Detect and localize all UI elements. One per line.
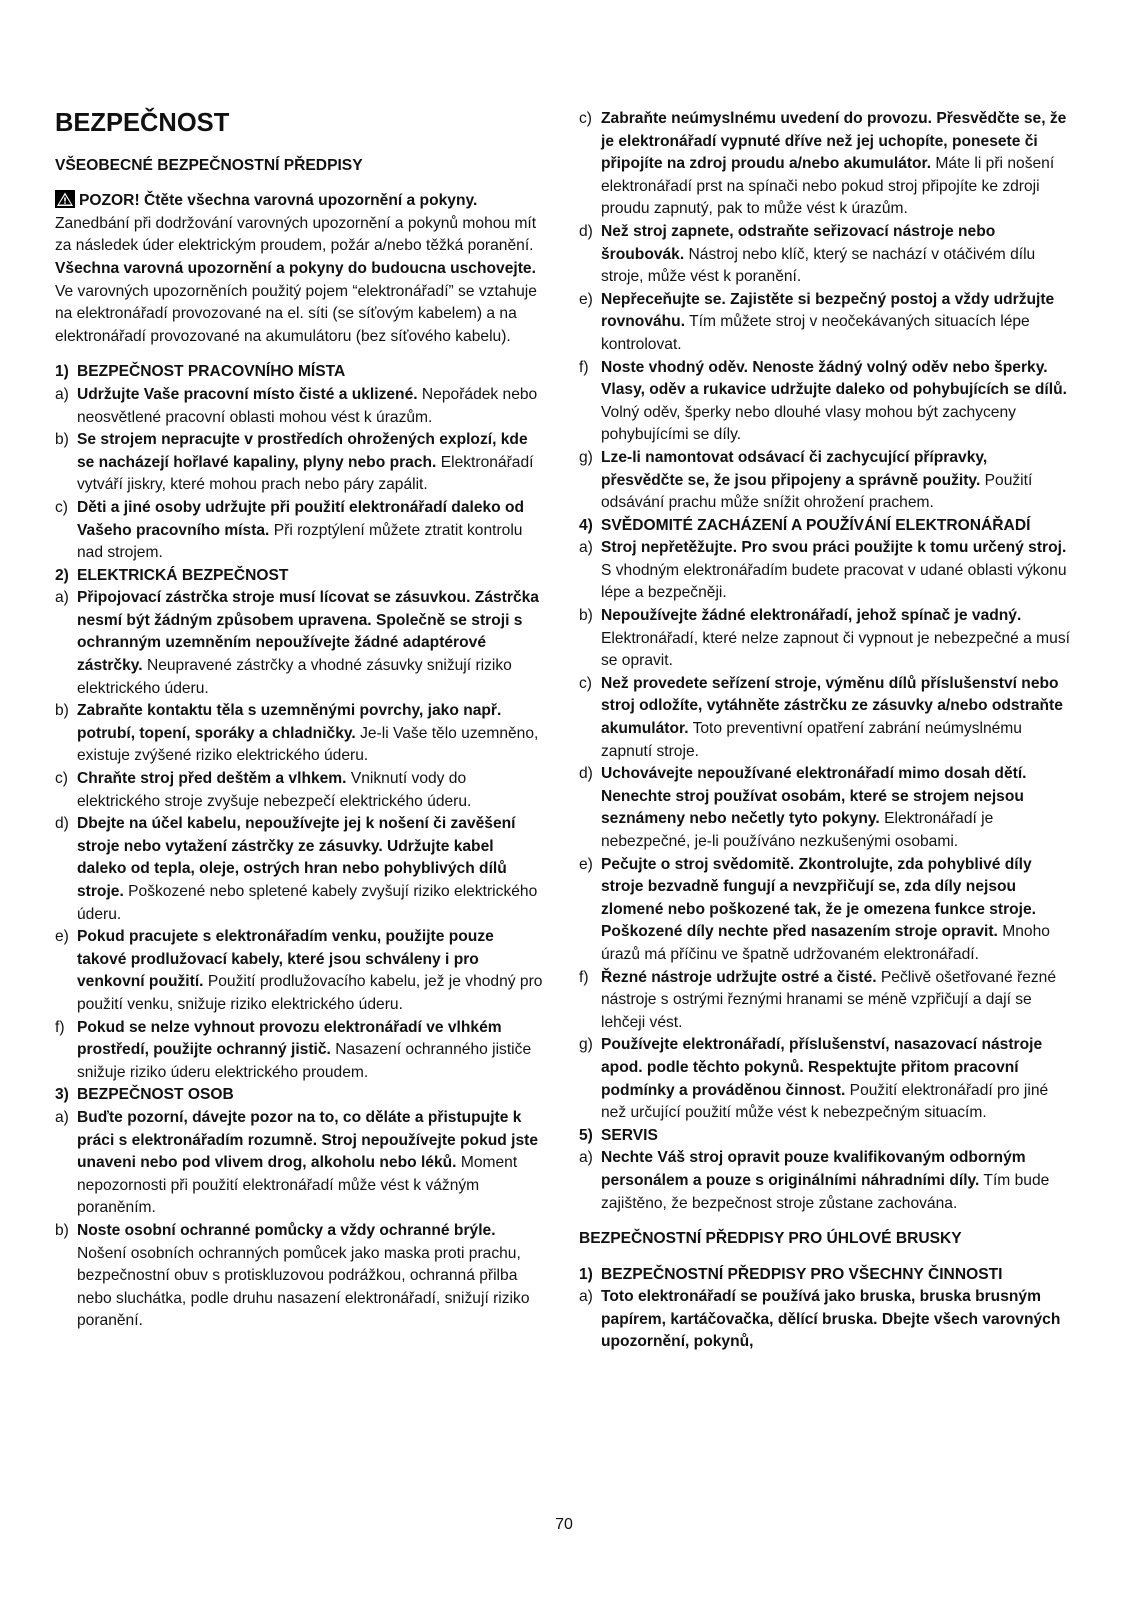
page-title: BEZPEČNOST: [55, 109, 230, 137]
list-item: [579, 357, 1071, 447]
intro-text-2: Ve varovných upozorněních použitý pojem “elektronářadí” se vztahuje na elektronářadí provozované na el. síti (se síťovým kabelem) a na elektronářadí provozované na akumulátoru (bez síťového kabelu).: [55, 282, 537, 345]
item-text: Pečlivě ošetřované řezné nástroje s ostrými řeznými hranami se méně vzpřičují a dají se lehčeji vést.: [601, 968, 1057, 1031]
item-text: Použití prodlužovacího kabelu, jež je vhodný pro použití venku, snižuje riziko elektrického úderu.: [77, 973, 543, 1013]
item-text: Poškozené nebo spletené kabely zvyšují riziko elektrického úderu.: [77, 883, 538, 923]
item-bold-text: Používejte elektronářadí, příslušenství, nasazovací nástroje apod. podle těchto pokynů. Respektujte přitom pracovní podmínky a prováděnou činnost.: [601, 1036, 1043, 1099]
section-number: 1): [579, 1265, 593, 1283]
section-tool-use: [579, 515, 1071, 1125]
item-letter: a): [55, 385, 69, 403]
list-item: [55, 768, 543, 813]
item-text: Použití odsávání prachu může snížit ohrožení prachem.: [601, 471, 1033, 512]
item-text: Je-li Vaše tělo uzemněno, existuje zvýšené riziko elektrického úderu.: [77, 724, 539, 765]
item-letter: b): [579, 607, 593, 625]
list-item: [579, 447, 1071, 515]
list-item: [579, 221, 1071, 289]
section-number: 5): [579, 1126, 593, 1144]
item-text: Nošení osobních ochranných pomůcek jako maska proti prachu, bezpečnostní obuv s protiskluzovou podrážkou, ochranná přilba nebo sluchátka, podle druhu nasazení elektronářadí, snižují riziko poranění.: [77, 1244, 530, 1330]
section-title: BEZPEČNOST PRACOVNÍHO MÍSTA: [77, 363, 346, 381]
item-bold-text: Noste vhodný oděv. Nenoste žádný volný oděv nebo šperky. Vlasy, oděv a rukavice udržujte daleko od pohybujících se dílů.: [601, 358, 1067, 399]
item-bold-text: Stroj nepřetěžujte. Pro svou práci použijte k tomu určený stroj.: [601, 539, 1067, 557]
section-heading: [55, 361, 543, 384]
list-item: [55, 429, 543, 497]
item-letter: b): [55, 1221, 69, 1239]
item-bold-text: Noste osobní ochranné pomůcky a vždy ochranné brýle.: [77, 1221, 496, 1239]
item-text: Vniknutí vody do elektrického stroje zvyšuje nebezpečí elektrického úderu.: [77, 770, 472, 810]
item-bold-text: Chraňte stroj před deštěm a vlhkem.: [77, 770, 347, 788]
item-bold-text: Uchovávejte nepoužívané elektronářadí mimo dosah dětí. Nenechte stroj používat osobám, které se strojem nejsou seznámeny nebo nečetly tyto pokyny.: [601, 765, 1027, 828]
item-text: Nasazení ochranného jističe snižuje riziko úderu elektrického proudem.: [77, 1041, 532, 1081]
item-letter: c): [579, 110, 592, 127]
item-letter: d): [579, 765, 593, 783]
item-letter: a): [579, 1288, 593, 1306]
section-heading: [55, 1084, 543, 1107]
list-item: [579, 108, 1071, 221]
list-item: [579, 763, 1071, 853]
item-bold-text: Nechte Váš stroj opravit pouze kvalifikovaným odborným personálem a pouze s originálními náhradními díly.: [601, 1149, 1026, 1189]
item-text: Volný oděv, šperky nebo dlouhé vlasy mohou být zachyceny pohybujícími se díly.: [601, 403, 1016, 444]
item-letter: f): [579, 968, 589, 986]
item-letter: e): [55, 928, 69, 946]
item-text: Moment nepozornosti při použití elektronářadí může vést k vážným poraněním.: [77, 1154, 518, 1217]
item-letter: g): [579, 448, 593, 466]
general-safety-heading: VŠEOBECNÉ BEZPEČNOSTNÍ PŘEDPISY: [55, 156, 363, 174]
section-number: 2): [55, 566, 69, 584]
page-number: 70: [555, 1516, 573, 1533]
list-item: [55, 384, 543, 429]
list-item: [55, 1017, 543, 1085]
item-bold-text: Řezné nástroje udržujte ostré a čisté.: [601, 968, 877, 986]
list-item: [55, 926, 543, 1016]
section-title: SVĚDOMITÉ ZACHÁZENÍ A POUŽÍVÁNÍ ELEKTRONÁŘADÍ: [601, 516, 1031, 534]
right-column: [579, 108, 1071, 1354]
item-letter: a): [579, 539, 593, 557]
intro-warning: [55, 190, 543, 348]
item-text: Nástroj nebo klíč, který se nachází v otáčivém dílu stroje, může vést k poranění.: [601, 245, 1036, 286]
section-number: 4): [579, 516, 593, 534]
list-item: [579, 1286, 1071, 1354]
list-item: [579, 854, 1071, 967]
item-bold-text: Děti a jiné osoby udržujte při použití elektronářadí daleko od Vašeho pracovního místa.: [77, 498, 525, 539]
list-item: [55, 700, 543, 768]
item-bold-text: Udržujte Vaše pracovní místo čisté a uklizené.: [77, 385, 418, 403]
item-letter: c): [579, 674, 592, 692]
item-letter: g): [579, 1036, 593, 1054]
item-letter: c): [55, 770, 68, 788]
list-item: [579, 1034, 1071, 1124]
item-bold-text: Zabraňte neúmyslnému uvedení do provozu. Přesvědčte se, že je elektronářadí vypnuté dříve než jej uchopíte, ponesete či připojíte na zdroj proudu a/nebo akumulátor.: [601, 110, 1067, 173]
item-bold-text: Pečujte o stroj svědomitě. Zkontrolujte, zda pohyblivé díly stroje bezvadně fungují a nevzpřičují se, zda díly nejsou zlomené nebo poškozené tak, že je omezena funkce stroje. Poškozené díly nechte před nasazením stroje opravit.: [601, 855, 1037, 941]
item-text: Elektronářadí vytváří jiskry, které mohou prach nebo páry zapálit.: [77, 453, 534, 494]
item-letter: e): [579, 290, 593, 308]
item-bold-text: Zabraňte kontaktu těla s uzemněnými povrchy, jako např. potrubí, topení, sporáky a chladničky.: [77, 702, 502, 742]
left-column: [55, 108, 543, 1333]
item-text: Neupravené zástrčky a vhodné zásuvky snižují riziko elektrického úderu.: [77, 657, 512, 697]
list-item: [55, 1220, 543, 1333]
item-letter: e): [579, 855, 593, 873]
item-text: Mnoho úrazů má příčinu ve špatně udržovaném elektronářadí.: [601, 923, 1050, 963]
item-letter: a): [579, 1149, 593, 1167]
item-bold-text: Než stroj zapnete, odstraňte seřizovací nástroje nebo šroubovák.: [601, 222, 996, 263]
item-text: Máte li při nošení elektronářadí prst na spínači nebo pokud stroj připojíte ke zdroji proudu zapnutý, pak to může vést k úrazům.: [601, 155, 1055, 218]
item-letter: b): [55, 431, 69, 449]
section-electrical: [55, 565, 543, 1085]
item-text: Elektronářadí, které nelze zapnout či vypnout je nebezpečné a musí se opravit.: [601, 629, 1070, 670]
section-title: BEZPEČNOST OSOB: [77, 1086, 234, 1104]
item-bold-text: Dbejte na účel kabelu, nepoužívejte jej k nošení či zavěšení stroje nebo vytažení zástrčky ze zásuvky. Udržujte kabel daleko od tepla, oleje, ostrých hran nebo pohyblivých dílů stroje.: [77, 815, 516, 900]
section-work-area: [55, 361, 543, 564]
list-item: [579, 967, 1071, 1035]
item-bold-text: Se strojem nepracujte v prostředích ohrožených explozí, kde se nacházejí hořlavé kapaliny, plyny nebo prach.: [77, 431, 528, 471]
item-letter: f): [579, 358, 589, 376]
section-heading: [579, 1264, 1071, 1287]
item-letter: c): [55, 498, 68, 516]
intro-text-1: Zanedbání při dodržování varovných upozornění a pokynů mohou mít za následek úder elektrickým proudem, požár a/nebo těžká poranění.: [55, 214, 537, 255]
section-heading: [579, 1125, 1071, 1148]
item-text: S vhodným elektronářadím budete pracovat v udané oblasti výkonu lépe a bezpečněji.: [601, 561, 1067, 602]
item-bold-text: Nepřeceňujte se. Zajistěte si bezpečný postoj a vždy udržujte rovnováhu.: [601, 290, 1055, 331]
section-service: [579, 1125, 1071, 1215]
item-bold-text: Lze-li namontovat odsávací či zachycující přípravky, přesvědčte se, že jsou připojeny a správně použity.: [601, 448, 988, 489]
section-title: SERVIS: [601, 1126, 658, 1144]
item-letter: f): [55, 1018, 65, 1036]
list-item: [579, 537, 1071, 605]
section-heading: [55, 565, 543, 588]
item-letter: a): [55, 589, 69, 607]
section-title: ELEKTRICKÁ BEZPEČNOST: [77, 566, 289, 584]
item-bold-text: Buďte pozorní, dávejte pozor na to, co děláte a přistupujte k práci s elektronářadím rozumně. Stroj nepoužívejte pokud jste unaveni nebo pod vlivem drog, alkoholu nebo léků.: [77, 1108, 538, 1172]
item-letter: d): [55, 815, 69, 833]
item-text: Nepořádek nebo neosvětlené pracovní oblasti mohou vést k úrazům.: [77, 385, 538, 426]
section-title: BEZPEČNOSTNÍ PŘEDPISY PRO VŠECHNY ČINNOSTI: [601, 1265, 1003, 1283]
intro-bold-2: Všechna varovná upozornění a pokyny do budoucna uschovejte.: [55, 259, 536, 277]
item-bold-text: Nepoužívejte žádné elektronářadí, jehož spínač je vadný.: [601, 607, 1022, 625]
grinder-safety-heading: BEZPEČNOSTNÍ PŘEDPISY PRO ÚHLOVÉ BRUSKY: [579, 1230, 962, 1248]
section-grinder-all: [579, 1264, 1071, 1354]
item-bold-text: Pokud se nelze vyhnout provozu elektronářadí ve vlhkém prostředí, použijte ochranný jistič.: [77, 1018, 502, 1059]
list-item: [579, 289, 1071, 357]
item-text: Tím můžete stroj v neočekávaných situacích lépe kontrolovat.: [601, 313, 1030, 353]
section-number: 1): [55, 363, 69, 381]
list-item: [55, 497, 543, 565]
list-item: [55, 813, 543, 926]
section-heading: [579, 515, 1071, 538]
item-letter: b): [55, 702, 69, 720]
list-item: [579, 1147, 1071, 1215]
item-text: Tím bude zajištěno, že bezpečnost stroje zůstane zachována.: [601, 1171, 1050, 1212]
item-bold-text: Připojovací zástrčka stroje musí lícovat se zásuvkou. Zástrčka nesmí být žádným způsobem upravena. Společně se stroji s ochranným uzemněním nepoužívejte žádné adaptérové zástrčky.: [77, 589, 539, 675]
section-personal-cont: [579, 108, 1071, 515]
item-text: Při rozptýlení můžete ztratit kontrolu nad strojem.: [77, 521, 523, 562]
item-text: Elektronářadí je nebezpečné, je-li používáno nezkušenými osobami.: [601, 810, 994, 850]
item-letter: a): [55, 1108, 69, 1126]
item-bold-text: Toto elektronářadí se používá jako bruska, bruska brusným papírem, kartáčovačka, dělící bruska. Dbejte všech varovných upozornění, pokynů,: [601, 1288, 1061, 1351]
intro-bold-1: POZOR! Čtěte všechna varovná upozornění a pokyny.: [79, 192, 478, 210]
list-item: [579, 605, 1071, 673]
section-personal: [55, 1084, 543, 1333]
item-text: Toto preventivní opatření zabrání neúmyslnému zapnutí stroje.: [601, 720, 1022, 760]
item-text: Použití elektronářadí pro jiné než určující použití může vést k nebezpečným situacím.: [601, 1081, 1049, 1122]
list-item: [55, 587, 543, 700]
item-bold-text: Pokud pracujete s elektronářadím venku, použijte pouze takové prodlužovací kabely, které jsou schváleny i pro venkovní použití.: [77, 928, 494, 991]
list-item: [55, 1107, 543, 1220]
warning-triangle-icon: [55, 190, 75, 208]
item-letter: d): [579, 222, 593, 240]
list-item: [579, 673, 1071, 763]
item-bold-text: Než provedete seřízení stroje, výměnu dílů příslušenství nebo stroj odložíte, vytáhněte zástrčku ze zásuvky a/nebo odstraňte akumulátor.: [601, 674, 1063, 738]
section-number: 3): [55, 1086, 69, 1104]
